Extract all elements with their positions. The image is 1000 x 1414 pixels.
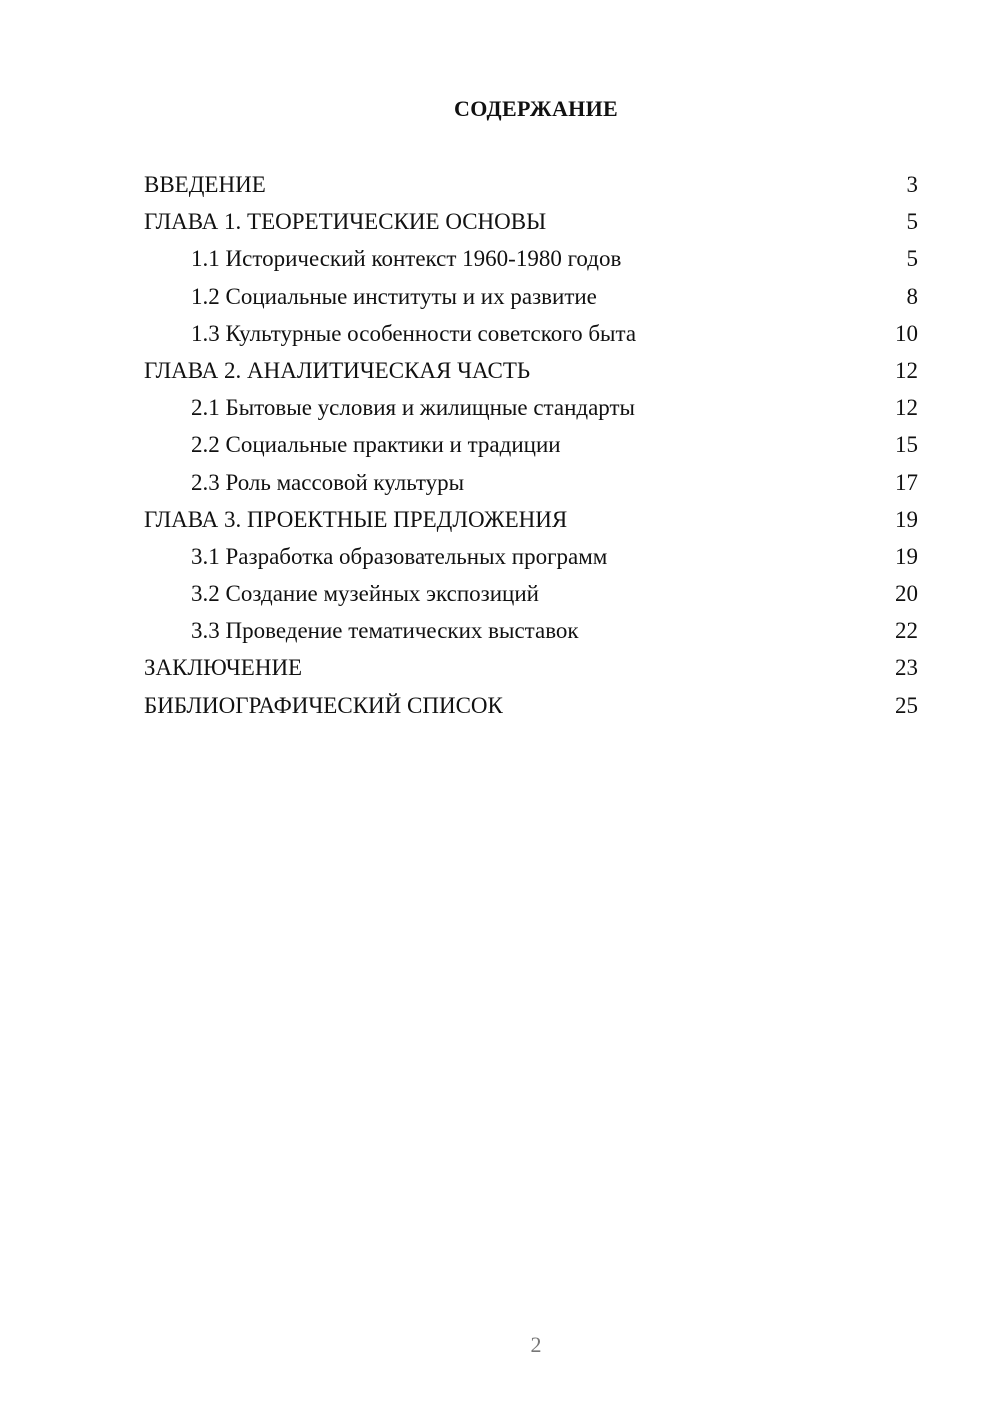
toc-entry-page: 15 bbox=[895, 432, 918, 458]
toc-entry-section-1-3[interactable] bbox=[144, 315, 918, 352]
toc-entry-section-3-3[interactable] bbox=[144, 612, 918, 649]
toc-entry-introduction[interactable] bbox=[144, 166, 918, 203]
toc-entry-section-2-1[interactable] bbox=[144, 389, 918, 426]
toc-entry-page: 5 bbox=[906, 246, 918, 272]
toc-entry-page: 8 bbox=[906, 283, 918, 309]
toc-entry-section-2-3[interactable] bbox=[144, 464, 918, 501]
table-of-contents bbox=[144, 166, 918, 724]
toc-entry-section-1-2[interactable] bbox=[144, 278, 918, 315]
toc-entry-chapter-3[interactable] bbox=[144, 501, 918, 538]
toc-entry-label: 1.1 Исторический контекст 1960-1980 годов bbox=[191, 246, 622, 272]
toc-entry-chapter-1[interactable] bbox=[144, 203, 918, 240]
toc-entry-page: 17 bbox=[895, 469, 918, 495]
toc-entry-page: 23 bbox=[895, 655, 918, 681]
toc-entry-label: ГЛАВА 3. ПРОЕКТНЫЕ ПРЕДЛОЖЕНИЯ bbox=[144, 506, 568, 532]
toc-entry-page: 3 bbox=[906, 172, 918, 197]
toc-entry-page: 12 bbox=[895, 357, 918, 383]
toc-entry-label: ГЛАВА 1. ТЕОРЕТИЧЕСКИЕ ОСНОВЫ bbox=[144, 209, 547, 235]
toc-entry-label: 2.2 Социальные практики и традиции bbox=[191, 432, 561, 458]
toc-title: СОДЕРЖАНИЕ bbox=[454, 96, 618, 121]
toc-entry-label: 2.3 Роль массовой культуры bbox=[191, 469, 465, 495]
toc-entry-page: 12 bbox=[895, 395, 918, 421]
toc-entry-page: 22 bbox=[895, 618, 918, 644]
toc-entry-bibliography[interactable] bbox=[144, 687, 918, 724]
toc-entry-section-3-1[interactable] bbox=[144, 538, 918, 575]
toc-entry-label: 2.1 Бытовые условия и жилищные стандарты bbox=[191, 395, 636, 421]
toc-entry-chapter-2[interactable] bbox=[144, 352, 918, 389]
toc-entry-page: 20 bbox=[895, 581, 918, 607]
toc-entry-page: 10 bbox=[895, 320, 918, 346]
toc-entry-conclusion[interactable] bbox=[144, 649, 918, 686]
toc-entry-label: ВВЕДЕНИЕ bbox=[144, 172, 266, 197]
toc-entry-label: ГЛАВА 2. АНАЛИТИЧЕСКАЯ ЧАСТЬ bbox=[144, 357, 531, 383]
toc-entry-label: ЗАКЛЮЧЕНИЕ bbox=[144, 655, 303, 681]
toc-entry-page: 19 bbox=[895, 543, 918, 569]
toc-entry-page: 5 bbox=[906, 209, 918, 235]
toc-entry-label: 3.2 Создание музейных экспозиций bbox=[191, 581, 539, 607]
toc-entry-section-1-1[interactable] bbox=[144, 240, 918, 277]
page-number: 2 bbox=[530, 1332, 542, 1357]
toc-entry-label: 1.2 Социальные институты и их развитие bbox=[191, 283, 597, 309]
toc-entry-label: 3.3 Проведение тематических выставок bbox=[191, 618, 579, 644]
toc-entry-label: БИБЛИОГРАФИЧЕСКИЙ СПИСОК bbox=[144, 692, 503, 718]
toc-entry-section-2-2[interactable] bbox=[144, 426, 918, 463]
toc-entry-label: 3.1 Разработка образовательных программ bbox=[191, 543, 608, 569]
toc-entry-page: 19 bbox=[895, 506, 918, 532]
toc-entry-section-3-2[interactable] bbox=[144, 575, 918, 612]
toc-entry-page: 25 bbox=[895, 692, 918, 718]
toc-entry-label: 1.3 Культурные особенности советского быта bbox=[191, 320, 637, 346]
